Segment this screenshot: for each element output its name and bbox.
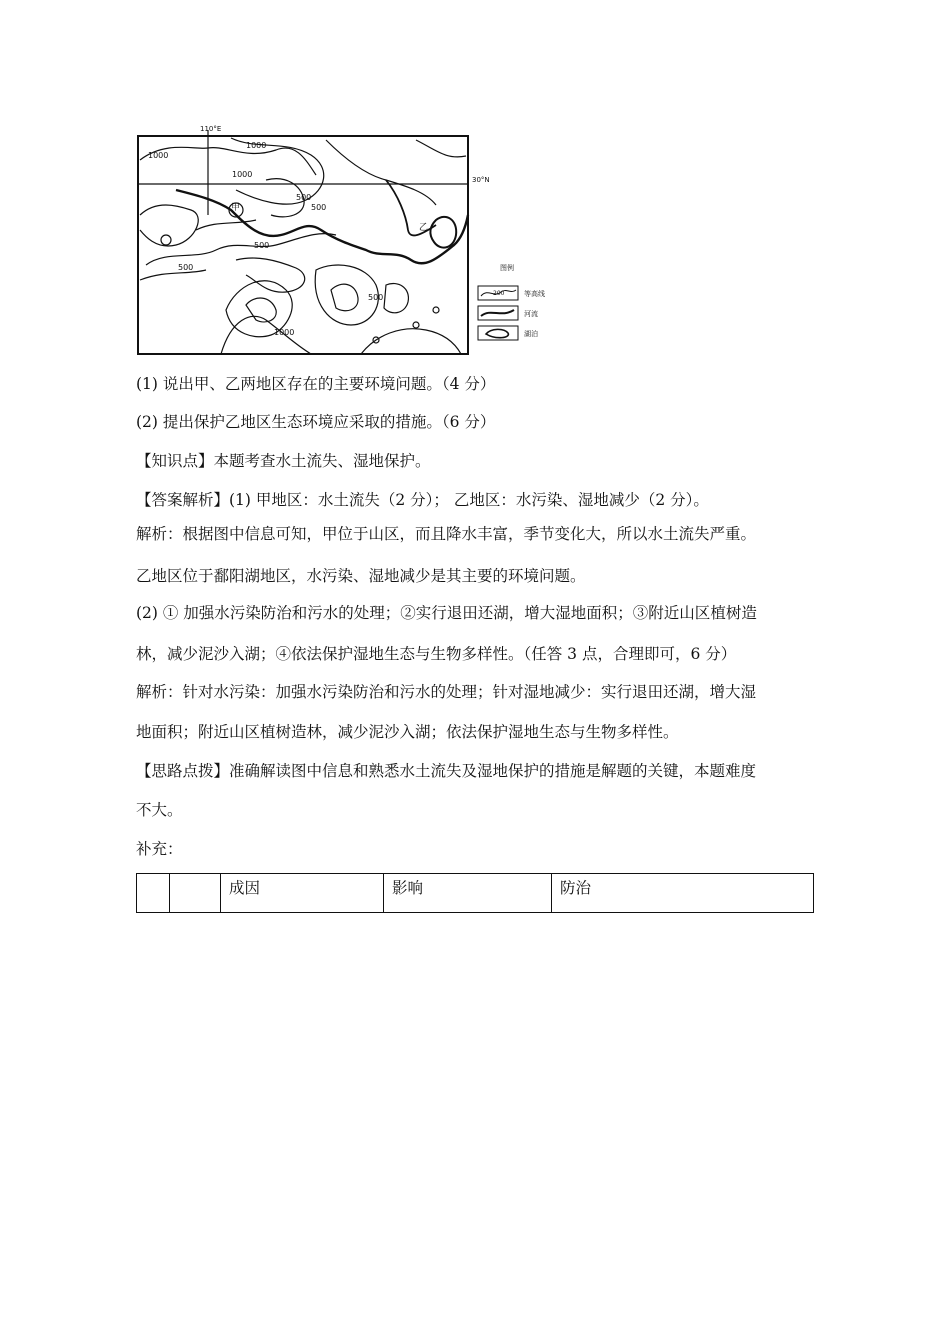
- contour-label: 500: [254, 241, 270, 250]
- analysis-1-line-1: 解析：根据图中信息可知，甲位于山区，而且降水丰富，季节变化大，所以水土流失严重。: [136, 525, 757, 543]
- legend-contour-label: 等高线: [524, 290, 545, 298]
- contour-label: 1000: [274, 328, 295, 337]
- parallel-label: 30°N: [472, 176, 490, 184]
- table-cell: [137, 874, 170, 913]
- contour-label: 500: [368, 293, 384, 302]
- hint-line-2: 不大。: [136, 801, 183, 819]
- place-jia: 甲: [231, 203, 241, 213]
- contour-label: 1000: [148, 151, 169, 160]
- contour-label: 500: [311, 203, 327, 212]
- question-2: (2) 提出保护乙地区生态环境应采取的措施。（6 分）: [136, 413, 496, 431]
- contour-label: 1000: [232, 170, 253, 179]
- legend-contour-sample: 200: [493, 290, 505, 297]
- table-cell: [170, 874, 221, 913]
- answer-2-line-1: (2) ① 加强水污染防治和污水的处理；②实行退田还湖，增大湿地面积；③附近山区植树造: [136, 604, 757, 622]
- legend-river-label: 河流: [524, 310, 538, 318]
- topographic-map: [136, 120, 556, 360]
- table-header-cause: 成因: [221, 874, 384, 913]
- knowledge-point: 【知识点】本题考查水土流失、湿地保护。: [136, 452, 431, 470]
- analysis-1-line-2: 乙地区位于鄱阳湖地区，水污染、湿地减少是其主要的环境问题。: [136, 567, 586, 585]
- table-header-prevention: 防治: [552, 874, 814, 913]
- analysis-2-line-1: 解析：针对水污染：加强水污染防治和污水的处理；针对湿地减少：实行退田还湖，增大湿: [136, 683, 757, 701]
- supplement-table: [136, 873, 814, 913]
- lake: [430, 217, 456, 248]
- contour-label: 500: [178, 263, 194, 272]
- meridian-label: 110°E: [200, 125, 222, 133]
- table-header-impact: 影响: [384, 874, 552, 913]
- map-legend: [478, 263, 545, 340]
- contour-lines: [140, 138, 466, 354]
- map-frame: [138, 136, 468, 354]
- table-row: [137, 874, 814, 913]
- supplement-label: 补充：: [136, 840, 183, 858]
- hint-line-1: 【思路点拨】准确解读图中信息和熟悉水土流失及湿地保护的措施是解题的关键，本题难度: [136, 762, 757, 780]
- analysis-2-line-2: 地面积；附近山区植树造林，减少泥沙入湖；依法保护湿地生态与生物多样性。: [136, 723, 679, 741]
- answer-2-line-2: 林，减少泥沙入湖；④依法保护湿地生态与生物多样性。（任答 3 点，合理即可，6 分）: [136, 645, 737, 663]
- place-yi: 乙: [419, 223, 429, 233]
- contour-label: 500: [296, 193, 312, 202]
- contour-label: 1000: [246, 141, 267, 150]
- legend-lake-label: 湖泊: [524, 330, 538, 338]
- answer-1: 【答案解析】(1) 甲地区：水土流失（2 分）； 乙地区：水污染、湿地减少（2 分）。: [136, 491, 709, 509]
- question-1: (1) 说出甲、乙两地区存在的主要环境问题。（4 分）: [136, 375, 496, 393]
- legend-title: 图例: [500, 264, 514, 272]
